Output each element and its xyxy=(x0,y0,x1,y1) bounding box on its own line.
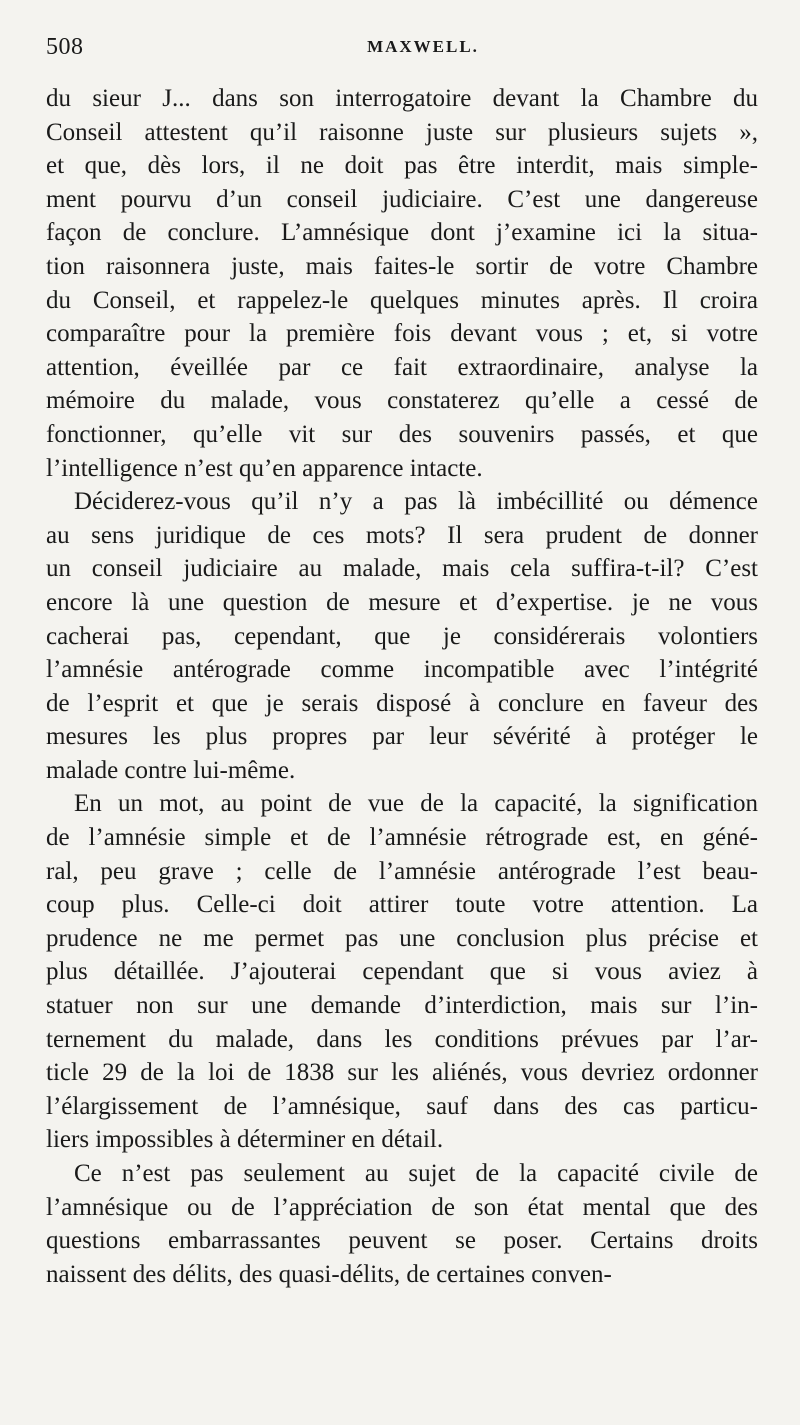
text-line: coup plus. Celle-ci doit attirer toute votre attention. La xyxy=(46,891,758,919)
text-line: plus détaillée. J’ajouterai cependant que si vous aviez à xyxy=(46,958,758,986)
text-line: questions embarrassantes peuvent se poser. Certains droits xyxy=(46,1227,758,1255)
text-line: comparaître pour la première fois devant vous ; et, si votre xyxy=(46,320,758,348)
text-line: En un mot, au point de vue de la capacité, la signification xyxy=(74,790,758,818)
paragraph xyxy=(46,787,758,1157)
text-line: fonctionner, qu’elle vit sur des souvenirs passés, et que xyxy=(46,420,758,448)
text-line: et que, dès lors, il ne doit pas être interdit, mais simple- xyxy=(46,152,758,180)
text-line: mémoire du malade, vous constaterez qu’elle a cessé de xyxy=(46,387,758,415)
text-line: mesures les plus propres par leur sévérité à protéger le xyxy=(46,723,758,751)
text-line: encore là une question de mesure et d’expertise. je ne vous xyxy=(46,588,758,616)
text-line: du Conseil, et rappelez-le quelques minutes après. Il croira xyxy=(46,286,758,314)
text-line: Conseil attestent qu’il raisonne juste sur plusieurs sujets », xyxy=(46,118,758,146)
text-line: un conseil judiciaire au malade, mais cela suffira-t-il? C’est xyxy=(46,555,758,583)
text-line: du sieur J... dans son interrogatoire devant la Chambre du xyxy=(46,85,758,112)
page-number: 508 xyxy=(46,34,84,60)
text-line: statuer non sur une demande d’interdiction, mais sur l’in- xyxy=(46,992,758,1020)
text-line: tion raisonnera juste, mais faites-le sortir de votre Chambre xyxy=(46,252,758,280)
paragraph xyxy=(46,485,758,787)
text-line: l’amnésique ou de l’appréciation de son état mental que des xyxy=(46,1193,758,1221)
text-line: de l’esprit et que je serais disposé à conclure en faveur des xyxy=(46,689,758,717)
text-line: naissent des délits, des quasi-délits, de certaines conven- xyxy=(46,1260,612,1288)
text-line: au sens juridique de ces mots? Il sera prudent de donner xyxy=(46,521,758,549)
text-line: l’intelligence n’est qu’en apparence intacte. xyxy=(46,454,483,482)
body-text xyxy=(46,82,758,1291)
text-line: Déciderez-vous qu’il n’y a pas là imbécillité ou démence xyxy=(74,488,758,516)
paragraph xyxy=(46,82,758,485)
text-line: l’élargissement de l’amnésique, sauf dans des cas particu- xyxy=(46,1092,758,1120)
text-line: liers impossibles à déterminer en détail. xyxy=(46,1126,444,1154)
text-line: attention, éveillée par ce fait extraordinaire, analyse la xyxy=(46,353,758,381)
text-line: ternement du malade, dans les conditions prévues par l’ar- xyxy=(46,1025,758,1053)
text-line: l’amnésie antérograde comme incompatible avec l’intégrité xyxy=(46,656,758,684)
paragraph xyxy=(46,1157,758,1291)
text-line: malade contre lui-même. xyxy=(46,756,296,784)
text-line: ment pourvu d’un conseil judiciaire. C’est une dangereuse xyxy=(46,185,758,213)
running-head xyxy=(46,34,760,70)
text-line: de l’amnésie simple et de l’amnésie rétrograde est, en géné- xyxy=(46,824,758,852)
text-line: prudence ne me permet pas une conclusion plus précise et xyxy=(46,924,758,952)
text-line: ral, peu grave ; celle de l’amnésie antérograde l’est beau- xyxy=(46,857,758,885)
text-line: ticle 29 de la loi de 1838 sur les aliénés, vous devriez ordonner xyxy=(46,1059,758,1087)
text-line: Ce n’est pas seulement au sujet de la capacité civile de xyxy=(74,1160,758,1187)
text-line: façon de conclure. L’amnésique dont j’examine ici la situa- xyxy=(46,219,758,247)
text-line: cacherai pas, cependant, que je considérerais volontiers xyxy=(46,622,758,650)
running-title: MAXWELL. xyxy=(367,37,479,56)
